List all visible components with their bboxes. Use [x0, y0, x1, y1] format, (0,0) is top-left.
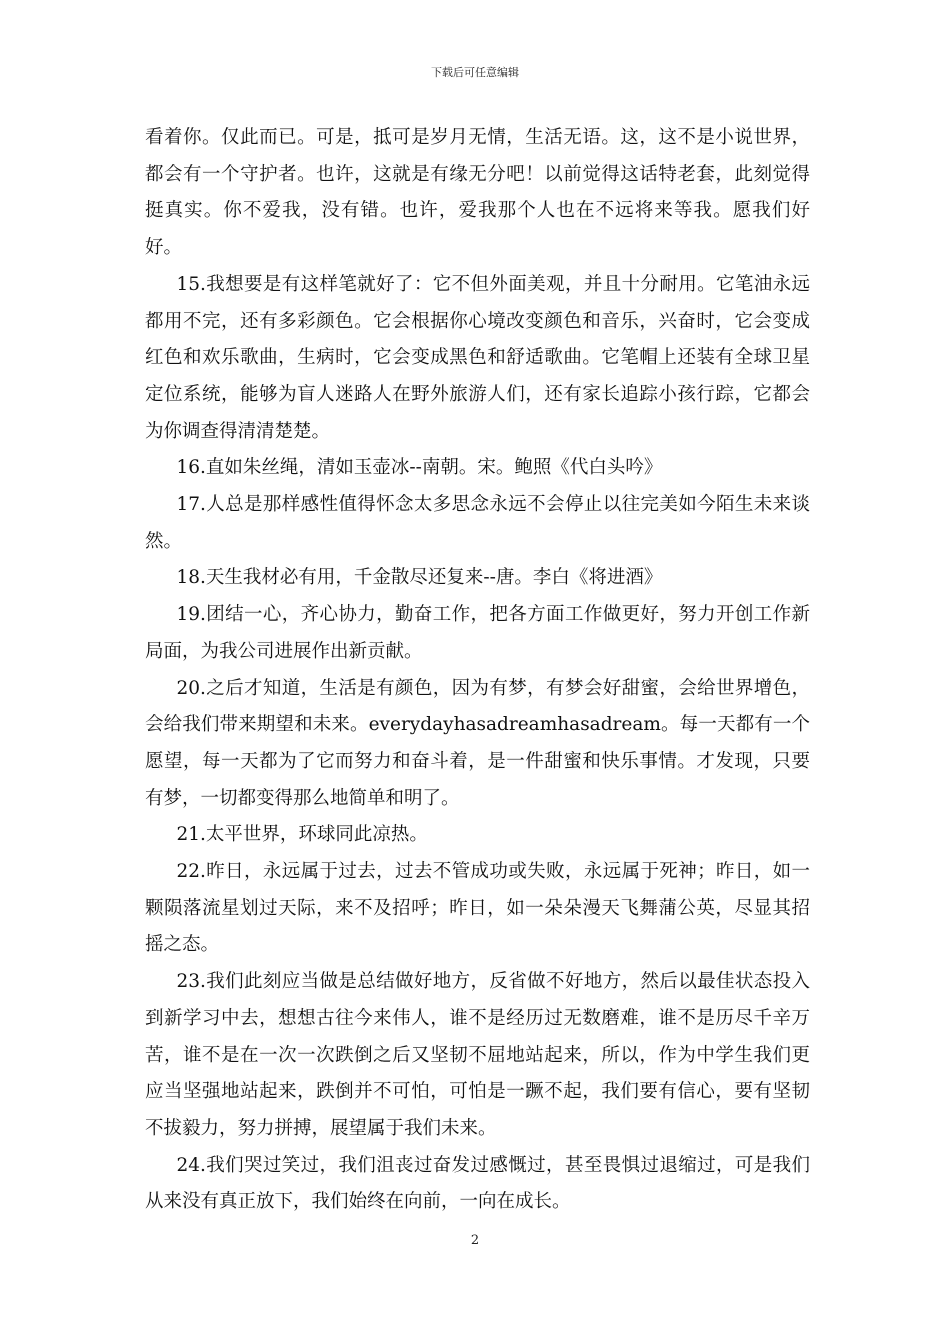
page-number: 2	[470, 1233, 480, 1248]
paragraph-24: 24.我们哭过笑过，我们沮丧过奋发过感慨过，甚至畏惧过退缩过，可是我们从来没有真正放下，我们始终在向前，一向在成长。	[145, 1154, 810, 1213]
paragraph-16: 16.直如朱丝绳，清如玉壶冰--南朝。宋。鲍照《代白头吟》	[176, 457, 663, 479]
paragraph-22: 22.昨日，永远属于过去，过去不管成功或失败，永远属于死神；昨日，如一颗陨落流星划过天际，来不及招呼；昨日，如一朵朵漫天飞舞蒲公英，尽显其招摇之态。	[145, 861, 810, 956]
paragraph-17: 17.人总是那样感性值得怀念太多思念永远不会停止以往完美如今陌生未来谈然。	[145, 494, 810, 552]
paragraph-20: 20.之后才知道，生活是有颜色，因为有梦，有梦会好甜蜜，会给世界增色，会给我们带来期望和未来。everydayhasadreamhasadream。每一天都有一个愿望，每一天都为了它而努力和奋斗着，是一件甜蜜和快乐事情。才发现，只要有梦，一切都变得那么地简单和明了。	[145, 677, 810, 809]
paragraph-19: 19.团结一心，齐心协力，勤奋工作，把各方面工作做更好，努力开创工作新局面，为我公司进展作出新贡献。	[145, 604, 810, 662]
document-body	[145, 120, 810, 1221]
paragraph-23: 23.我们此刻应当做是总结做好地方，反省做不好地方，然后以最佳状态投入到新学习中去，想想古往今来伟人，谁不是经历过无数磨难，谁不是历尽千辛万苦，谁不是在一次一次跌倒之后又坚韧不屈地站起来，所以，作为中学生我们更应当坚强地站起来，跌倒并不可怕，可怕是一蹶不起，我们要有信心，要有坚韧不拔毅力，努力拼搏，展望属于我们未来。	[145, 971, 810, 1139]
page-header: 下载后可任意编辑	[431, 66, 519, 79]
paragraph-21: 21.太平世界，环球同此凉热。	[176, 824, 428, 846]
paragraph-15: 15.我想要是有这样笔就好了：它不但外面美观，并且十分耐用。它笔油永远都用不完，还有多彩颜色。它会根据你心境改变颜色和音乐，兴奋时，它会变成红色和欢乐歌曲，生病时，它会变成黑色和舒适歌曲。它笔帽上还装有全球卫星定位系统，能够为盲人迷路人在野外旅游人们，还有家长追踪小孩行踪，它都会为你调查得清清楚楚。	[145, 273, 810, 442]
paragraph-18: 18.天生我材必有用，千金散尽还复来--唐。李白《将进酒》	[176, 567, 663, 589]
paragraph-continued: 看着你。仅此而已。可是，抵可是岁月无情，生活无语。这，这不是小说世界，都会有一个守护者。也许，这就是有缘无分吧！以前觉得这话特老套，此刻觉得挺真实。你不爱我，没有错。也许，爱我那个人也在不远将来等我。愿我们好好。	[145, 127, 810, 259]
